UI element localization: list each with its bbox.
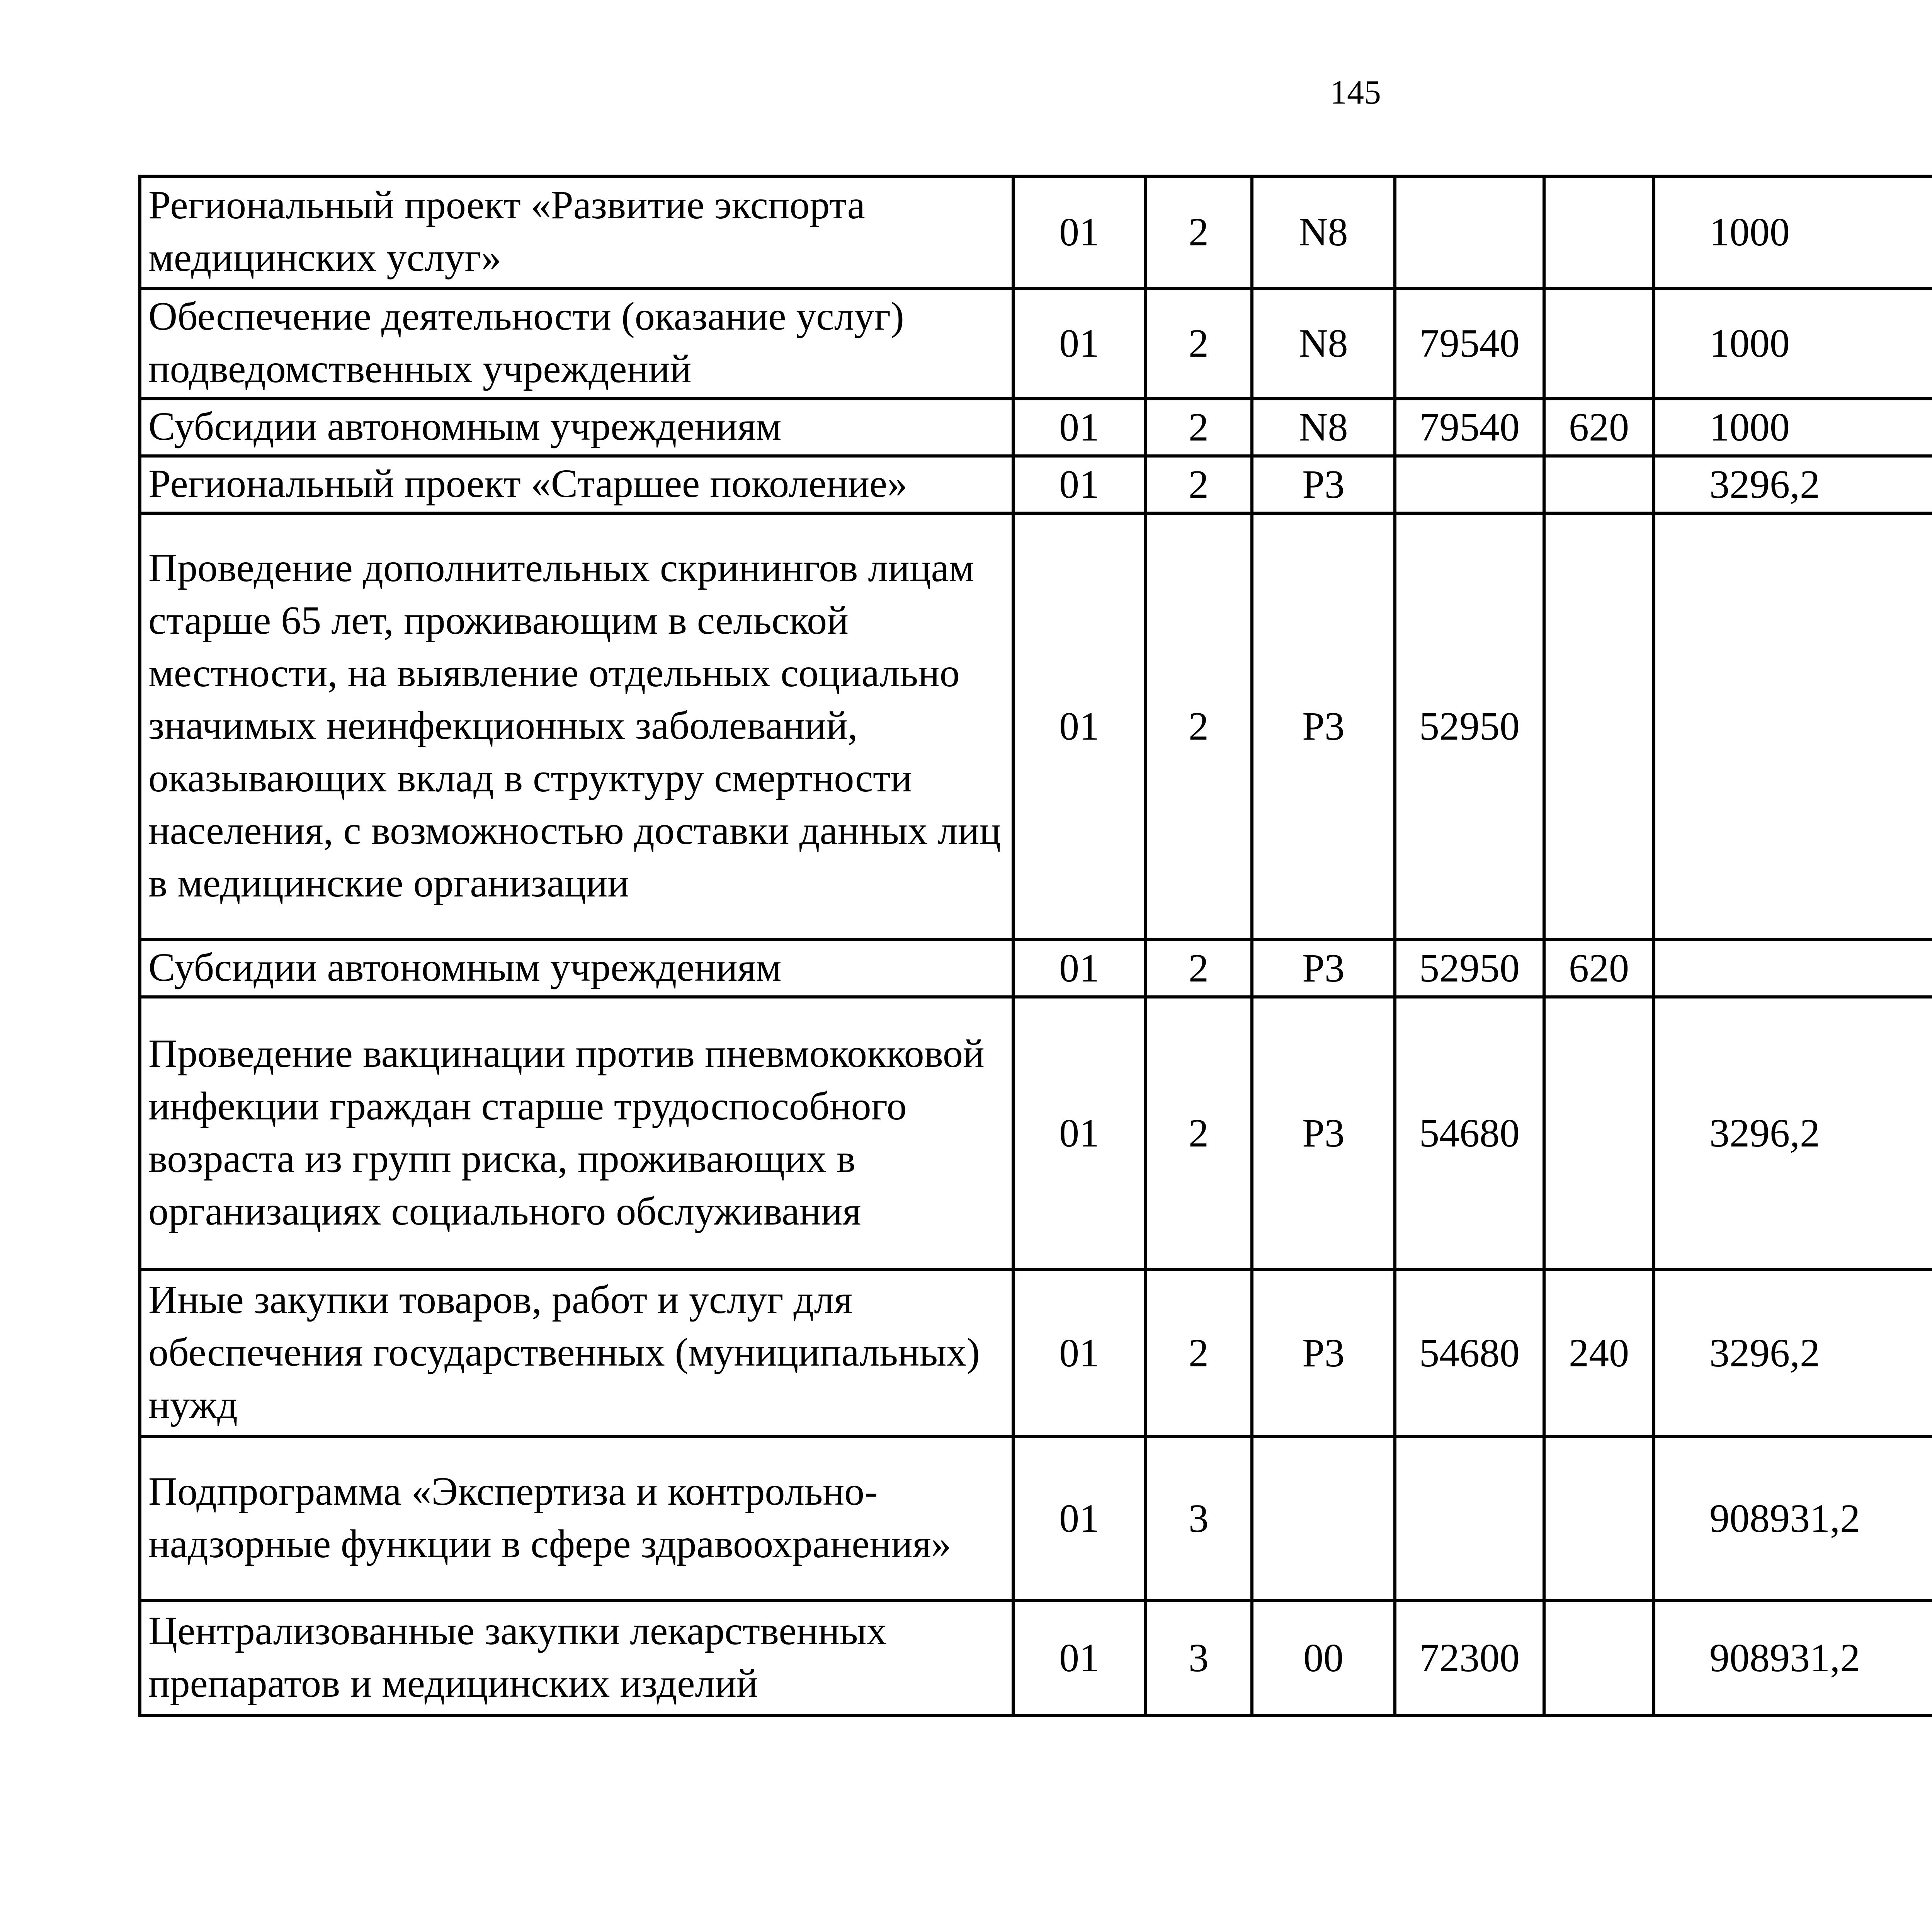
code-cell: 52950 — [1395, 513, 1544, 940]
amount-cell: 908931,2 — [1654, 1601, 1932, 1716]
amount-cell: 1000 — [1654, 399, 1932, 456]
page-number: 145 — [1330, 74, 1381, 111]
code-cell — [1544, 176, 1654, 288]
code-cell — [1395, 176, 1544, 288]
code-cell — [1544, 1437, 1654, 1601]
table-row — [140, 176, 1932, 288]
table-row — [140, 456, 1932, 513]
amount-cell: 1000 — [1654, 176, 1932, 288]
code-cell: P3 — [1252, 997, 1395, 1270]
code-cell: 2 — [1145, 513, 1252, 940]
amount-cell: 3296,2 — [1654, 456, 1932, 513]
code-cell — [1252, 1437, 1395, 1601]
code-cell: P3 — [1252, 1270, 1395, 1437]
row-name-cell: Подпрограмма «Экспертиза и контрольно-надзорные функции в сфере здравоохранения» — [140, 1437, 1013, 1601]
row-name-cell: Иные закупки товаров, работ и услуг для обеспечения государственных (муниципальных) нужд — [140, 1270, 1013, 1437]
code-cell: N8 — [1252, 399, 1395, 456]
amount-cell — [1654, 940, 1932, 997]
row-name-cell: Региональный проект «Старшее поколение» — [140, 456, 1013, 513]
code-cell: 240 — [1544, 1270, 1654, 1437]
code-cell: 2 — [1145, 456, 1252, 513]
code-cell: P3 — [1252, 513, 1395, 940]
code-cell: 01 — [1013, 176, 1145, 288]
table-row — [140, 288, 1932, 399]
code-cell: 3 — [1145, 1601, 1252, 1716]
code-cell: 00 — [1252, 1601, 1395, 1716]
row-name-cell: Проведение вакцинации против пневмококковой инфекции граждан старше трудоспособного возраста из групп риска, проживающих в организациях социального обслуживания — [140, 997, 1013, 1270]
code-cell — [1544, 288, 1654, 399]
amount-cell: 1000 — [1654, 288, 1932, 399]
code-cell: 2 — [1145, 940, 1252, 997]
code-cell — [1544, 1601, 1654, 1716]
code-cell: 01 — [1013, 940, 1145, 997]
code-cell: N8 — [1252, 176, 1395, 288]
table-row — [140, 997, 1932, 1270]
code-cell: 01 — [1013, 997, 1145, 1270]
code-cell: 01 — [1013, 1437, 1145, 1601]
code-cell: 2 — [1145, 1270, 1252, 1437]
code-cell: 54680 — [1395, 997, 1544, 1270]
code-cell: 72300 — [1395, 1601, 1544, 1716]
table-row — [140, 940, 1932, 997]
amount-cell — [1654, 513, 1932, 940]
code-cell — [1395, 456, 1544, 513]
table-row — [140, 399, 1932, 456]
code-cell: 01 — [1013, 288, 1145, 399]
code-cell: 01 — [1013, 513, 1145, 940]
row-name-cell: Региональный проект «Развитие экспорта медицинских услуг» — [140, 176, 1013, 288]
row-name-cell: Обеспечение деятельности (оказание услуг) подведомственных учреждений — [140, 288, 1013, 399]
row-name-cell: Субсидии автономным учреждениям — [140, 940, 1013, 997]
code-cell: 01 — [1013, 1601, 1145, 1716]
code-cell: 620 — [1544, 940, 1654, 997]
code-cell: 2 — [1145, 997, 1252, 1270]
code-cell: 2 — [1145, 288, 1252, 399]
row-name-cell: Субсидии автономным учреждениям — [140, 399, 1013, 456]
code-cell: 79540 — [1395, 399, 1544, 456]
code-cell: N8 — [1252, 288, 1395, 399]
code-cell — [1395, 1437, 1544, 1601]
code-cell: 01 — [1013, 456, 1145, 513]
code-cell: 2 — [1145, 399, 1252, 456]
amount-cell: 3296,2 — [1654, 1270, 1932, 1437]
budget-table — [138, 175, 1932, 1717]
row-name-cell: Проведение дополнительных скринингов лицам старше 65 лет, проживающим в сельской местности, на выявление отдельных социально значимых неинфекционных заболеваний, оказывающих вклад в структуру смертности населения, с возможностью доставки данных лиц в медицинские организации — [140, 513, 1013, 940]
code-cell: 3 — [1145, 1437, 1252, 1601]
code-cell: 01 — [1013, 399, 1145, 456]
code-cell: 79540 — [1395, 288, 1544, 399]
code-cell: 620 — [1544, 399, 1654, 456]
table-row — [140, 513, 1932, 940]
table-row — [140, 1601, 1932, 1716]
table-row — [140, 1270, 1932, 1437]
code-cell: 52950 — [1395, 940, 1544, 997]
code-cell: P3 — [1252, 940, 1395, 997]
code-cell: 54680 — [1395, 1270, 1544, 1437]
amount-cell: 3296,2 — [1654, 997, 1932, 1270]
code-cell: P3 — [1252, 456, 1395, 513]
table-body — [140, 176, 1932, 1716]
row-name-cell: Централизованные закупки лекарственных препаратов и медицинских изделий — [140, 1601, 1013, 1716]
code-cell — [1544, 997, 1654, 1270]
code-cell: 01 — [1013, 1270, 1145, 1437]
code-cell — [1544, 513, 1654, 940]
table-row — [140, 1437, 1932, 1601]
code-cell — [1544, 456, 1654, 513]
amount-cell: 908931,2 — [1654, 1437, 1932, 1601]
code-cell: 2 — [1145, 176, 1252, 288]
